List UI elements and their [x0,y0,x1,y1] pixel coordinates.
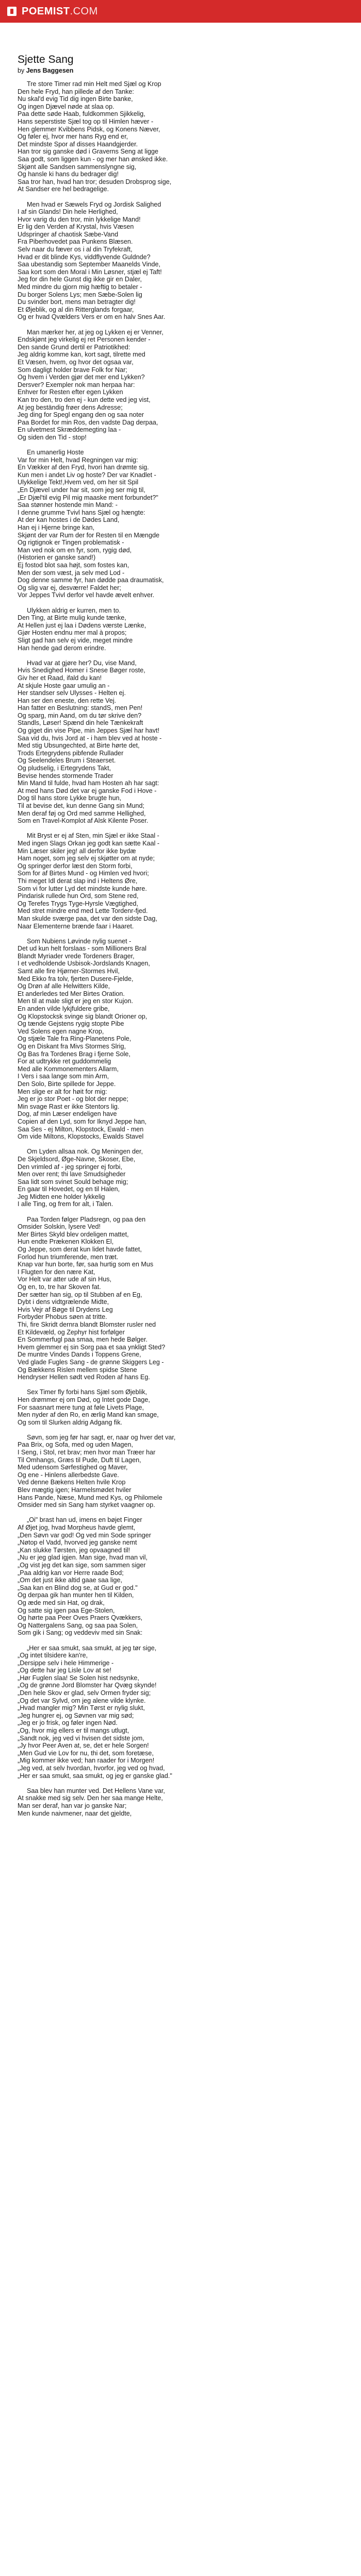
poem-line: En umanerlig Hoste [27,449,84,456]
poem-line: Og føler ej, hvor mer hans Ryg end er, [18,133,128,141]
poem-line: Ham noget, som jeg selv ej skjøtter om at nyde; [18,855,155,862]
poem-line: „Jeg ved, at selv hvordan, hvorfor, jeg ved og hvad, [18,1765,165,1772]
poem-line: Vor Jeppes Tvivl derfor vel havde ævelt enhver. [18,591,155,599]
poem-line: Hendryser Hellen sødt ved Roden af hans Eg. [18,1374,150,1381]
poem-line: Den hele Fryd, han pillede af den Tanke: [18,88,134,95]
poem-line: Dog denne samme fyr, han dødde paa draumatisk, [18,577,164,584]
logo-text [22,6,98,18]
poem-line: Men slige er alt for høit for mig: [18,1088,107,1095]
poem-line: Saa kort som den Moral i Min Løsner, stjæl ej Taft! [18,268,162,276]
poem-line: „Og, hvor mig ellers er til mangs utlugt, [18,1727,129,1735]
poem-line: Samt alle fire Hjørner-Stormes Hvil, [18,968,120,975]
stanza [18,1148,343,1208]
poem-line: I af sin Glands! Din hele Herlighed, [18,208,118,216]
poem-line: Jeg Midten ene holder lykkelig [18,1193,105,1200]
poem-line: „Den hele Skov er glad, selv Ormen fryder sig; [18,1689,151,1697]
poem-line: Han ser den eneste, den rette Vej. [18,697,117,704]
poem-line: For saasnart mere tung at føle Livets Plage, [18,1403,144,1411]
poem-line: Vor Helt var atter ude af sin Hus, [18,1276,111,1283]
poem-line: Copien af den Lyd, som for Iknyd Jeppe han, [18,1117,147,1125]
poem-line: „En Djævel under har sit, som jeg ser mig til, [18,486,145,494]
poem-line: (Historien er ganske sand!) [18,554,96,562]
poem-line: Med stig Ubsungechted, at Birte hørte det, [18,742,140,750]
poem-line: Og derpaa gik han munter hen til Kilden, [18,1591,134,1599]
stanza [18,1216,343,1381]
poem-line: Og Bækkens Rislen mellem spidse Stene [18,1366,137,1374]
poem-line: „Saa kan en Blind dog se, at Gud er god." [18,1584,138,1591]
poem-line: „Jy hvor Peer Aven at, se, det er hele Sorgen! [18,1742,149,1750]
poem-line: Dersver? Exempler nok man herpaa har: [18,381,135,388]
poem-title: Sjette Sang [18,54,74,65]
poem-line: Saa tror han, hvad han tror; desuden Drobsprog sige, [18,178,172,185]
stanza [18,1516,343,1637]
byline-prefix: by [18,67,25,74]
poem-line: Jeg ding for Spegl engang den og saa noter [18,411,144,419]
poem-line: Hvis Snedighed Homer i Snese Bøger roste, [18,667,145,674]
poem-line: Og slig var ej, desværre! Faldet her; [18,584,121,591]
poem-line: Jeg for din hele Gunst dig ikke gir en Daler, [18,276,142,283]
author-link[interactable]: Jens Baggesen [26,67,74,74]
poem-line: Med mindre du gjorn mig hæftig to betaler - [18,283,142,291]
poem-line: Han fatter en Beslutning: standS, men Pen! [18,704,143,712]
poem-line: Og hansle ki hans du bedrager dig! [18,171,119,178]
poem-line: Blandt Myriader vrede Tordeners Brager, [18,952,135,960]
poem-line: Og Drøn af alle Helwitters Kilde, [18,982,110,990]
poem-line: Og hørte paa Peer Oves Praers Qvækkers, [18,1614,143,1622]
poem-line: Ved Solens egen nagne Krop, [18,1027,104,1035]
poem-line: Paa Brix, og Sofa, med og uden Magen, [18,1441,134,1449]
poem-line: Sex Timer fly forbi hans Sjæl som Øjeblik, [27,1388,147,1396]
poem-line: Hvad var at gjøre her? Du, vise Mand, [27,659,137,667]
poem-line: Sligt gad han selv ej vide, meget mindre [18,636,133,644]
poem-line: Om vide Miltons, Klopstocks, Ewalds Stavel [18,1133,144,1141]
poem-line: At jeg beständig frøer dens Adresse; [18,403,123,411]
stanza [18,201,343,321]
poem-line: Mer Birtes Skyld blev ordeligen mattet, [18,1230,129,1238]
poem-line: Her standser selv Ulysses - Helten ej. [18,689,126,697]
poem-line: Og rigtignok er Tingen problematisk - [18,539,124,547]
poem-line: Den sande Grund dertil er Patriotikhed: [18,343,130,351]
poem-line: At med hans Død det var ej ganske Fod i Hove - [18,787,157,794]
poem-line: Og tænde Gejstens rygig stopte Pibe [18,1020,124,1028]
poem-line: I Seng, i Stol, ret brav; men hvor man Træer har [18,1449,156,1456]
poem-line: Mit Bryst er ej af Sten, min Sjæl er ikke Staal - [27,832,159,840]
poem-line: Til at bevise det, kun denne Gang sin Mund; [18,802,144,809]
poem-line: Skjønt der var Rum der for Resten til en Mængde [18,531,160,539]
logo-suffix: .COM [70,5,98,17]
poem-line: „Nu er jeg glad igjen. Man sige, hvad man vil, [18,1554,148,1562]
poem-line: Hvem glemmer ej sin Sorg paa et saa ynkligt Sted? [18,1343,166,1351]
poem-line: At der kan hostes i de Dødes Land, [18,516,120,524]
poem-line: Og Bas fra Tordenes Brag i fjerne Sole, [18,1050,130,1058]
poem-line: I denne grumme Tvivl hans Sjæl og hængte: [18,509,145,516]
poem-line: Ved denne Bækens Helten hvile Krop [18,1479,126,1486]
poem-line: Han tror sig ganske død i Graverns Seng at ligge [18,148,159,156]
poem-line: „Jeg hungrer ej, og Søvnen var mig sød; [18,1711,134,1719]
poem-line: Og siden den Tid - stop! [18,433,87,441]
poem-line: Saa vid du, hvis Jord at - i ham blev ved at hoste - [18,734,162,742]
poem-line: Med ingen Slags Orkan jeg godt kan sætte Kaal - [18,839,160,847]
poem-line: I Flugten for den nære Kat, [18,1268,95,1276]
poem-line: Saa stønner hostende min Mand: - [18,501,118,509]
poem-line: Den Solo, Birte spillede for Jeppe. [18,1080,116,1088]
poem-line: Min Mand til fulde, hvad ham Hosten ah har sagt: [18,779,159,787]
stanza [18,80,343,193]
poem-line: Som dagligt holder brave Folk for Nar; [18,366,127,374]
poem-line: Og Terefes Trygs Tyge-Hyrsle Vægtighed, [18,900,139,907]
poem-line: Og hvem i Verden gjør det mer end Lykken? [18,374,145,381]
poem-line: Knap var hun borte, før, saa hurtig som en Mus [18,1261,154,1268]
poem-line: Og stjæle Tale fra Ring-Planetens Pole, [18,1035,132,1043]
poem-line: Og Jeppe, som derat kun lidet havde fattet, [18,1246,142,1253]
poem-line: Med udensom Sørfestighed og Maver, [18,1464,128,1471]
poem-line: Et Kildevæld, og Zephyr hist forfølger [18,1328,125,1336]
poem-line: Thi meget Idl derat slap ind i Heltens Øre, [18,877,138,885]
poem-line: En Vækker af den Fryd, hvori han drømte sig. [18,464,149,471]
poem-line: Dog, af min Læser endeligen have [18,1110,117,1118]
poem-line: „Nøtop el Vadd, hvorved jeg ganske nemt [18,1539,137,1547]
poem-line: Et anderledes ted Mer Birtes Oration. [18,990,125,997]
poem-line: Standls, Løser! Spænd din hele Tænkekraft [18,719,143,727]
poem-line: „Hvad mangler mig? Min Tørst er nylig slukt, [18,1704,145,1712]
poem-line: Med stret mindre end med Lette Tordenr-fjed. [18,907,148,915]
poem-line: Var for min Helt, hvad Regningen var mig: [18,456,138,464]
logo-word: POEMIST [22,5,70,17]
stanza [18,832,343,930]
poem-line: „Jeg er jo frisk, og føler ingen Nød. [18,1719,118,1727]
poem-byline [18,67,343,74]
poem-line: Gjør Hosten endnu mer mal à propos; [18,629,127,637]
poem-line: Hen glemmer Kvibbens Pidsk, og Konens Næver, [18,125,160,133]
poem-line: Saa godt, som liggen kun - og mer han ønsked ikke. [18,155,168,163]
poem-line: Men nyder af den Ro, en ærlig Mand kan smage, [18,1411,159,1419]
poem-line: Thi, fire Skridt dernra blandt Blomster rusler ned [18,1320,156,1328]
poem-line: Saa lidt som svinet Sould behage mig; [18,1178,128,1185]
poem-line: Som for af Birtes Mund - og Himlen ved hvori; [18,870,149,877]
poem-line: Blev mægtig igen; Harmelsmødet hviler [18,1486,132,1494]
site-logo[interactable] [7,6,98,18]
poem-line: Nu skal'd evig Tid dig ingen Birte banke, [18,95,133,103]
poem-line: Skjønt alle Sandsen sammenslyngne sig, [18,163,137,171]
poem-line: Og sparg, min Aand, om du tør skrive den? [18,711,142,719]
poem-line: Endskjønt jeg virkelig ej ret Personen kender - [18,336,151,344]
poem-line: Og en, to, tre har Skoven fat. [18,1283,101,1291]
poem-line: Og ene - Hinlens allerbedste Gave. [18,1471,119,1479]
poem-line: Saa Ses - ej Milton, Klopstock, Ewald - men [18,1125,144,1133]
poem-line: Som gik i Sang; og veddeviv med sin Snak: [18,1629,143,1637]
poem-line: Naar Elementerne brænde faar i Haaret. [18,922,134,930]
poem-line: Paa dette søde Haab, fuldkommen Sjikkelig, [18,110,145,118]
poem-line: Udspringer af chaotisk Sæbe-Vand [18,230,119,238]
poem-line: Med Ekko fra tolv, fjerten Dusere-Fjelde, [18,975,134,982]
poem-line: Bevise hendes stormende Trader [18,772,113,779]
poem-line: At Sandser ere hel bedragelige. [18,185,109,193]
poem-line: „Er Djæl'til evig Pil mig maaske ment forbundet?" [18,494,158,501]
poem-line: Omsider med sin Sang ham styrket vaagner op. [18,1501,155,1509]
poem-line: En ulvetmest Skræddemegting laa - [18,426,121,434]
poem-line: „Og vist jeg det kan sige, som sammen siger [18,1561,146,1569]
stanza [18,329,343,442]
poem-line: I Vers i saa lange som min Arm, [18,1073,109,1080]
poem-line: Det ud kun helt forslaas - som Millioners Bral [18,945,146,953]
poem-line: Giv her et Raad, ifald du kan! [18,674,102,682]
poem-line: Pindarisk rullede hun Ord, som Stene red, [18,892,139,900]
poem-line: Man ser deraf, han var jo ganske Nar; [18,1802,127,1809]
poem-line: En Sommerfugl paa smaa, men hede Bølger. [18,1336,148,1344]
poem-line: Jeg aldrig komme kan, kort sagt, tilrette med [18,351,145,359]
poem-line: Ej fostod blot saa højt, som fostes kan, [18,562,129,569]
poem-line: Du svinder bort, mens man betragter dig! [18,298,136,306]
poem-line: Selv naar du fæver os i al din Tryfekraft, [18,246,133,253]
poem-line: Trods Ertegrydens pibfende Rullader [18,749,124,757]
poem-line: En gaar til Hovedet, og en til Halen, [18,1185,120,1193]
poem-line: Dybt i dens vidtgrælende Midte, [18,1298,109,1306]
poem-line: Er lig den Verden af Krystal, hvis Væsen [18,223,134,231]
stanza [18,1787,343,1817]
poem-line: Saa ubestandig som September Maanelds Vinde, [18,261,161,268]
poem-line: Fra Piberhovedet paa Punkens Blæsen. [18,238,133,246]
poem-line: „Oi" brast han ud, imens en bøjet Finger [27,1516,142,1524]
poem-line: Af Øjet jog, hvad Morpheus havde glemt, [18,1524,136,1531]
poem-line: „Og de grønne Jord Blomster har Qvæg skynde! [18,1682,157,1689]
poem-page [0,23,361,1817]
poem-line: Tre store Timer rad min Helt med Sjæl og Krop [27,80,161,88]
poem-line: Om Lyden allsaa nok. Og Meningen der, [27,1148,143,1156]
poem-line: „Her er saa smukt, saa smukt, og jeg er ganske glad." [18,1772,172,1780]
poem-line: De muntre Vindes Dands i Toppens Grene, [18,1351,141,1359]
poem-line: Men til at male sligt er jeg en stor Kujon. [18,997,133,1005]
poem-line: Og giget din vise Pipe, min Jeppes Sjæl har havt! [18,727,160,735]
poem-line: Men kunde naivmener, naar det gjeldte, [18,1809,132,1817]
poem-line: Og Klopstocksk svinge sig blandt Orioner op, [18,1012,147,1020]
poem-line: Søvn, som jeg før har sagt, er, naar og hver det var, [27,1433,176,1441]
poem-line: En anden vilde lykjfuldere gribe, [18,1005,110,1013]
poem-line: De Skjeldsord, Øge-Navne, Skoser, Ebe, [18,1155,136,1163]
poem-line: Ved glade Fugles Sang - de grønne Skiggers Leg - [18,1358,164,1366]
poem-line: „Dersippe selv i hele Himmerige - [18,1659,114,1667]
poem-line: Hans seperstiste Sjæl tog op til Himlen hæver - [18,117,154,125]
poem-line: Paa Torden følger Pladsregn, og paa den [27,1215,146,1223]
poem-line: Til Omhangs, Græs til Pude, Duft til Lagen, [18,1456,141,1464]
poem-line: Ulykken aldrig er kurren, men to. [27,606,121,614]
poem-line: Et Øjeblik, og al din Ritterglands forgaar, [18,306,134,313]
poem-line: „Sandt nok, jeg ved vi hvisen det sidste jom, [18,1734,144,1742]
poem-line: Og satte sig igen paa Ege-Stolen, [18,1606,115,1614]
stanza [18,1388,343,1426]
poem-line: Og er hvad Qvælders Vers er om en halv Snes Aar. [18,313,166,321]
poem-line: „Og det var Sylvd, om jeg alene vilde klynke. [18,1697,146,1704]
poem-line: Forlod hun triumferende, men træt. [18,1253,119,1261]
poem-line: Man mærker her, at jeg og Lykken ej er Venner, [27,328,163,336]
poem-line: Den vrimled af - jeg springer ej forbi, [18,1163,122,1171]
poem-line: Den Ting, at Birte mulig kunde tænke, [18,614,126,622]
poem-line: Og som til Slurken aldrig Adgang fik. [18,1418,123,1426]
poem-line: Som Nubiens Løvinde nylig suenet - [27,937,132,945]
poem-line: Der sætter han sig, op til Stubben af en Eg, [18,1291,142,1298]
poem-line: Kan tro den, tro den ej - kun dette ved jeg vist, [18,396,151,403]
poem-line: Men der som væst, ja selv med Lod - [18,569,125,577]
poem-line: „Paa aldrig kan vor Herre raade Bod; [18,1569,124,1577]
stanza [18,607,343,652]
poem-line: Hvor varig du den tror, min lykkelige Mand! [18,215,141,223]
stanza [18,449,343,599]
poem-line: Du borger Solens Lys; men Sæbe-Solen lig [18,291,142,298]
poem-line: Enhver for Resten efter egen Lykken [18,388,123,396]
poem-line: „Kan slukke Tørsten, jeg opvaagned til! [18,1546,130,1554]
poem-line: Og æde med sin Hat, og drak, [18,1599,105,1606]
poem-line: Et Væsen, hvem, og hvor det ogsaa var, [18,358,134,366]
poem-line: „Om det just ikke altid gaae saa lige, [18,1577,123,1584]
poem-line: Omsider Solskin, lysere Ved! [18,1223,101,1231]
poem-line: Og ingen Djævel nøde at slaa op. [18,103,114,110]
poem-line: Jeg er jo stor Poet - og blot der neppe; [18,1095,128,1103]
poem-line: „Og dette har jeg Lisle Lov at se! [18,1667,112,1674]
poem-line: Og en Diskant fra Mivs Stormes Slrig, [18,1043,126,1050]
poem-line: Og springer derfor læst den Storm forbi, [18,862,133,870]
stanza [18,659,343,825]
poem-line: Han hende gad derom erindre. [18,644,106,652]
poem-line: Min Læser skiler jeg! all derfor ikke bydæ [18,847,136,855]
poem-line: Hvis Vejr af Bøge til Drydens Leg [18,1306,113,1313]
poem-line: Men hvad er Sæwels Fryd og Jordisk Salighed [27,200,161,208]
poem-line: Forbyder Phobus søen at tritte. [18,1313,107,1321]
poem-line: Paa Bordet for min Ros, den vadste Dag derpaa, [18,418,158,426]
poem-line: Det mindste Spor af disses Haandgjerder. [18,140,138,148]
poem-line: At skjule Hoste gaar umulig an - [18,682,110,689]
poem-line: I alle Ting, og frem for alt, i Talen. [18,1200,113,1208]
poem-line: Man ved nok om en fyr, som, rygig død, [18,546,132,554]
poem-line: I et vedholdende Usbisok-Jordslands Knagen, [18,960,150,968]
poem-line: Hvad er dit blinde Kys, viddflyvende Guldnde? [18,253,151,261]
stanza [18,938,343,1141]
poem-line: Som vi for lutter Lyd det mindste kunde høre. [18,885,147,892]
poem-line: Saa blev han munter ved. Det Hellens Vane var, [27,1787,165,1794]
poem-line: „Den Søvn var god! Og ved min Sode springer [18,1531,151,1539]
poem-line: Og pludselig, i Ertegrydens Takt, [18,765,111,772]
poem-body [18,80,343,1817]
poem-line: Hen drømmer ej om Død, og Intet gode Dage, [18,1396,150,1403]
poem-line: „Her er saa smukt, saa smukt, at jeg tør sige, [27,1644,157,1652]
poem-line: Kun men i andet Liv og hoste? Der var Knadlet - [18,471,156,479]
poem-line: Og Seelendeles Brum i Steaerset. [18,757,116,765]
poem-line: Man skulde sværge paa, det var den sidste Dag, [18,914,157,922]
poem-line: At Hellen just ej laa i Dødens værste Lænke, [18,621,146,629]
poem-line: „Og intet tilsidere kan're, [18,1652,88,1659]
poem-line: Med alle Kommonementers Allarm, [18,1065,119,1073]
stanza [18,1434,343,1509]
poem-line: Min svage Rast er ikke Stentors lig. [18,1103,120,1110]
poem-line: Dog til hans store Lykke brugte hun, [18,794,122,802]
poem-line: „Men Gud vie Lov for nu, thi det, som foretæse, [18,1749,154,1757]
poem-line: Hun endte Prækenen Klokken El, [18,1238,114,1246]
book-icon [7,7,17,16]
poem-line: „Hør Fuglen slaa! Se Solen hist nedsynke, [18,1674,139,1682]
poem-line: At snakke med sig selv. Den her saa mange Helte, [18,1794,163,1802]
stanza [18,1645,343,1780]
poem-line: Men deraf føj og Ord med samme Hellighed, [18,809,146,817]
poem-line: For at udtrykke ret guddommelig [18,1058,111,1065]
poem-line: Men over rent; thi lave Smudsigheder [18,1171,126,1178]
poem-line: Han ej i Hjerne bringe kan, [18,524,95,532]
poem-line: Ulykkelige Tekt!,Hvem ved, om her sit Spil [18,479,139,486]
poem-line: Hans Pande, Næse, Mund med Kys, og Philomele [18,1494,162,1501]
poem-line: „Mig kommer ikke ved; han raader for i Morgen! [18,1757,155,1765]
poem-line: Og Nattergalens Sang, og saa paa Solen, [18,1621,138,1629]
poem-line: Som en Travel-Komplot af Alsk Kilente Poser. [18,817,149,825]
site-header [0,0,361,23]
